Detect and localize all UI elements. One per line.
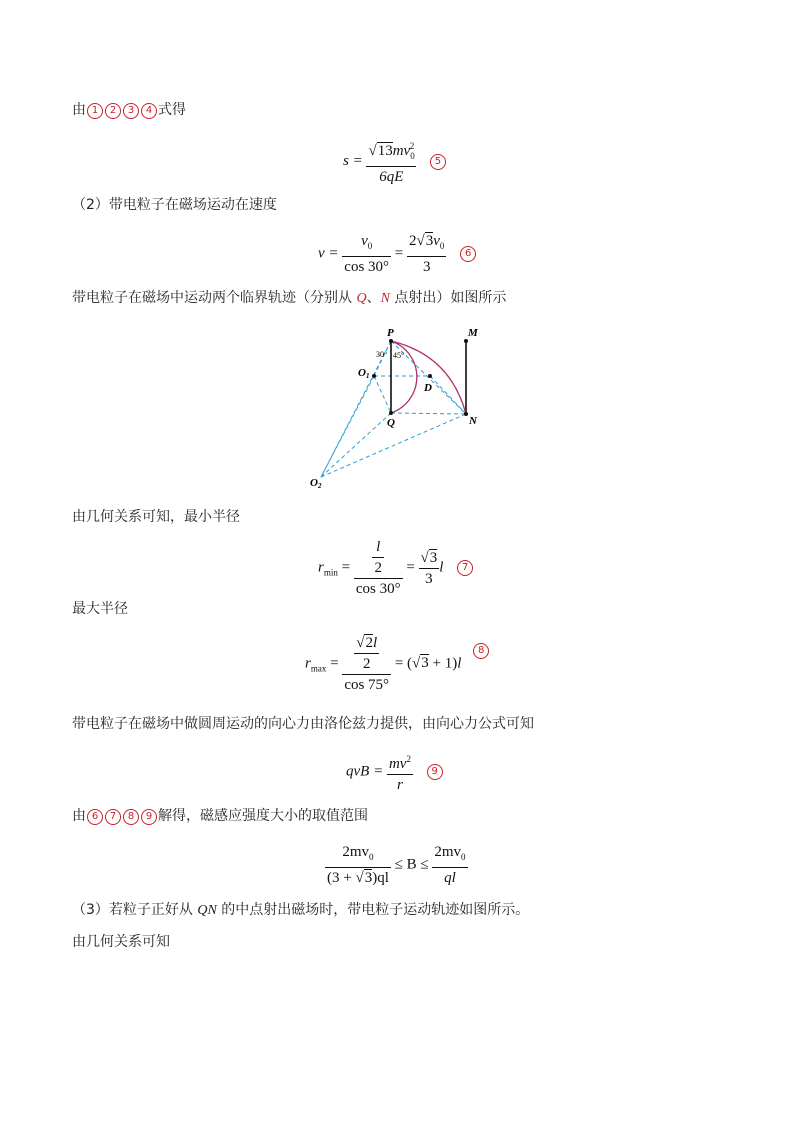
eq-ref-circle: 7: [105, 809, 121, 825]
eq-tag-circle: 5: [430, 154, 446, 170]
eq7-inner-num: l: [372, 537, 384, 558]
dash-d-n: [430, 376, 466, 414]
eq8-equals: =: [330, 655, 339, 672]
label-o1: O1: [358, 367, 370, 380]
text-line-9: 由几何关系可知: [72, 934, 170, 950]
eq7-inner-den: 2: [374, 560, 382, 576]
eq7-sqrt: 3: [429, 549, 438, 566]
ineq-middle: ≤ B ≤: [394, 856, 429, 873]
text-line-5: 最大半径: [72, 601, 128, 617]
eq9-den: r: [397, 777, 403, 793]
eq7-r-den: 3: [425, 570, 433, 587]
text-line-4: 由几何关系可知，最小半径: [72, 509, 240, 525]
line8-prefix: （3）若粒子正好从: [72, 902, 198, 918]
eq-tag-circle: 9: [427, 764, 443, 780]
ineq-r-num: 2mv: [434, 844, 462, 860]
eq6-f1-den: cos 30°: [344, 259, 390, 275]
eq8-den: cos 75°: [344, 677, 390, 693]
eq8-rhs-post: + 1): [428, 655, 458, 672]
text-line-1: [72, 100, 186, 120]
eq-ref-circle: 9: [141, 809, 157, 825]
label-n: N: [469, 415, 477, 427]
trajectory-diagram: [300, 320, 500, 495]
eq7-lhs: r: [318, 559, 324, 576]
equation-9: [346, 749, 444, 795]
eq9-num-sup: 2: [406, 754, 411, 764]
angle-30-label: 30°: [376, 350, 388, 359]
eq5-num-sub: 0: [410, 151, 415, 161]
angle-45-label: 45°: [393, 351, 405, 360]
eq-ref-circle: 6: [87, 809, 103, 825]
eq5-den: 6qE: [379, 169, 404, 185]
label-o2: O2: [310, 477, 322, 490]
eq6-equals: =: [394, 245, 404, 262]
eq8-rhs-var: l: [457, 655, 462, 672]
eq8-rhs-sqrt: 3: [421, 655, 429, 672]
eq-ref-circle: 2: [105, 103, 121, 119]
eq7-equals-2: =: [406, 559, 415, 576]
eq7-den: cos 30°: [355, 581, 401, 597]
label-q: Q: [387, 417, 395, 429]
point-m: [464, 339, 468, 343]
eq7-equals: =: [341, 559, 351, 576]
text-line-8: [72, 900, 529, 921]
eq9-num: mv: [388, 756, 407, 772]
line3-sep: 、: [366, 290, 381, 306]
equation-5: [343, 136, 447, 187]
text-line-6: 带电粒子在磁场中做圆周运动的向心力由洛伦兹力提供，由向心力公式可知: [72, 716, 534, 732]
line3-q: Q: [356, 291, 367, 306]
eq-tag-circle: 7: [457, 560, 473, 576]
point-q: [389, 411, 393, 415]
eq5-sqrt: 13: [377, 143, 393, 159]
eq5-num: mv: [392, 143, 411, 159]
eq6-fraction-2: $\frac{2√3v_0}{3}$: [409, 233, 445, 275]
point-n: [464, 412, 468, 416]
eq6-f1-num: v: [361, 233, 368, 249]
ineq-l-num-sub: 0: [369, 852, 374, 862]
inequality-b-range: [325, 842, 468, 888]
text-line-2: （2）带电粒子在磁场运动在速度: [72, 197, 277, 213]
eq8-inner-sqrt: 2: [365, 635, 373, 651]
eq6-lhs: v =: [318, 245, 339, 262]
ineq-l-num: 2mv: [342, 844, 370, 860]
eq8-fraction: $\frac{\frac{√2l}{2}}{\cos 75^\circ}$: [344, 635, 390, 693]
eq-ref-circle: 4: [141, 103, 157, 119]
point-d: [428, 374, 432, 378]
eq-tag-circle: 6: [460, 246, 476, 262]
label-p: P: [387, 327, 394, 339]
eq9-lhs: qvB =: [346, 763, 384, 780]
text-line-3: [72, 288, 506, 309]
eq8-lhs-sub: max: [310, 663, 327, 674]
eq7-result: $\frac{√3}{3}$: [420, 549, 438, 587]
ineq-left-fraction: $\frac{2mv_0}{(3 + √3)ql}$: [327, 844, 389, 886]
point-p: [389, 339, 393, 343]
ineq-r-num-sub: 0: [461, 852, 466, 862]
eq5-num-sup: 2: [409, 141, 415, 151]
dash-o1-q: [374, 376, 391, 413]
eq-ref-circle: 3: [123, 103, 139, 119]
line3-n: N: [380, 291, 390, 306]
line8-suffix: 的中点射出磁场时，带电粒子运动轨迹如图所示。: [216, 902, 530, 918]
eq7-r-var: l: [439, 559, 444, 576]
dashed-construction-lines: [321, 341, 466, 477]
eq8-rhs-pre: = (: [394, 655, 413, 672]
eq6-f2-sqrt: 3: [425, 233, 434, 249]
eq-ref-circle: 8: [123, 809, 139, 825]
line7-prefix: 由: [72, 808, 86, 824]
eq7-fraction: [354, 537, 403, 599]
label-d: D: [424, 382, 432, 394]
text-line-7: [72, 806, 368, 826]
ineq-l-den-post: )ql: [372, 870, 389, 886]
line8-qn: QN: [197, 903, 217, 918]
eq-tag-circle: 8: [473, 643, 489, 659]
eq5-fraction: $\frac{√13mv_0^2}{6qE}$: [366, 136, 416, 187]
ineq-l-den-sqrt: 3: [364, 870, 373, 886]
dash-o2-q: [321, 413, 391, 477]
ineq-r-den: ql: [444, 870, 456, 886]
eq6-f2-var: v: [433, 233, 440, 249]
eq8-inner-var: l: [372, 635, 378, 651]
eq6-f2-coef: 2: [409, 233, 417, 249]
eq6-f2-sub: 0: [439, 241, 445, 251]
eq8-inner-den: 2: [362, 656, 371, 672]
equation-8: $r_{max}$ = $\frac{\frac{√2l}{2}}{\cos 75^\circ}$ = (√3 + 1)l 8: [305, 633, 490, 695]
line1-prefix: 由: [72, 102, 86, 118]
eq8-lhs: r: [305, 655, 311, 672]
equation-6: [318, 231, 477, 277]
line7-suffix: 解得，磁感应强度大小的取值范围: [158, 808, 368, 824]
eq6-f2-den: 3: [422, 259, 431, 275]
line1-suffix: 式得: [158, 102, 186, 118]
eq7-lhs-sub: min: [323, 567, 338, 578]
equation-7: [318, 537, 474, 599]
label-m: M: [468, 327, 478, 339]
eq6-f1-num-sub: 0: [367, 241, 373, 251]
point-o1: [372, 374, 376, 378]
line3-suffix: 点射出）如图所示: [389, 290, 507, 306]
eq-ref-circle: 1: [87, 103, 103, 119]
eq5-lhs: s =: [343, 152, 363, 169]
line3-prefix: 带电粒子在磁场中运动两个临界轨迹（分别从: [72, 290, 357, 306]
ineq-l-den-pre: (3 +: [327, 870, 356, 886]
eq6-fraction-1: [342, 231, 391, 277]
ineq-right-fraction: [432, 842, 467, 888]
eq9-fraction: [387, 749, 413, 795]
dash-q-n: [391, 413, 466, 414]
